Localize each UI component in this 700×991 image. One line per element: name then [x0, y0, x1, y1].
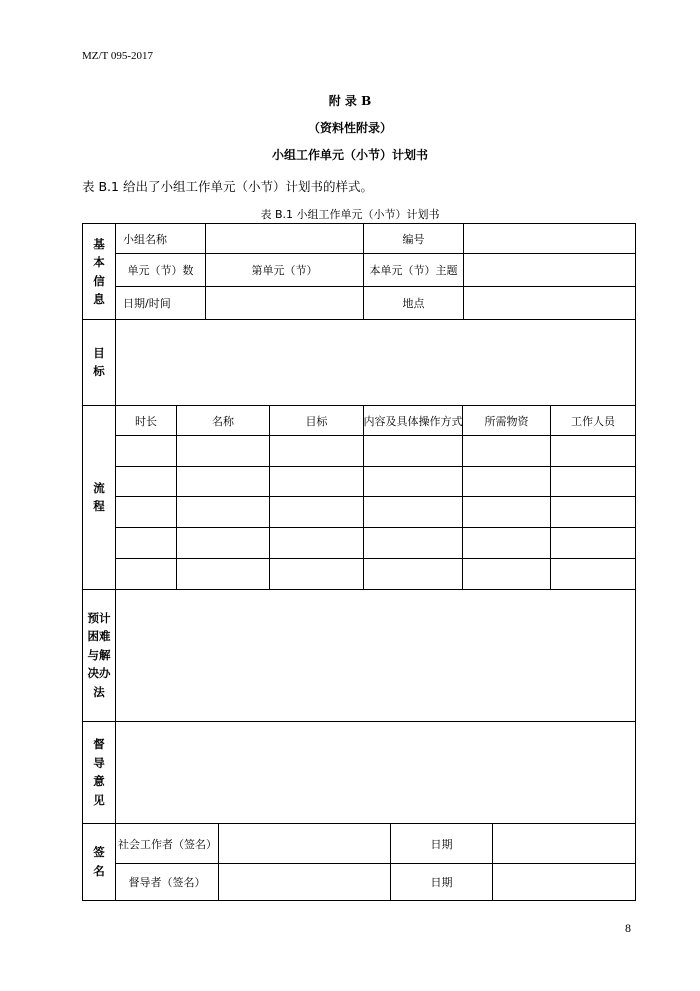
- label-char: 目: [93, 345, 105, 360]
- section-label-supervision: [83, 721, 115, 823]
- label-char: 与解: [87, 647, 111, 662]
- number-field[interactable]: [464, 224, 635, 253]
- unit-count-label: 单元（节）数: [127, 264, 194, 277]
- date2-field[interactable]: [493, 864, 635, 900]
- table-caption: 表 B.1 小组工作单元（小节）计划书: [260, 208, 440, 221]
- label-char: 信: [93, 273, 105, 288]
- process-header-materials: 所需物资: [484, 414, 529, 428]
- number-label: 编号: [402, 232, 425, 246]
- date1-label: 日期: [430, 837, 453, 851]
- process-header-duration: 时长: [135, 414, 157, 428]
- supervisor-sign-label: 督导者（签名）: [128, 876, 206, 889]
- date-time-field[interactable]: [206, 287, 363, 319]
- date1-field[interactable]: [493, 824, 635, 863]
- unit-no-label[interactable]: 第单元（节）: [251, 264, 318, 277]
- unit-theme-field[interactable]: [464, 254, 635, 286]
- intro-paragraph: 表 B.1 给出了小组工作单元（小节）计划书的样式。: [82, 179, 373, 194]
- place-field[interactable]: [464, 287, 635, 319]
- row-divider: [115, 435, 635, 436]
- goal-field[interactable]: [116, 320, 635, 405]
- label-char: 导: [93, 755, 105, 770]
- row-divider: [115, 527, 635, 528]
- standard-number: MZ/T 095-2017: [82, 50, 153, 62]
- label-char: 预计: [87, 610, 111, 625]
- date-time-label: 日期/时间: [123, 297, 171, 310]
- label-char: 名: [93, 863, 105, 878]
- section-label-process: [83, 405, 115, 589]
- label-char: 决办: [87, 666, 111, 681]
- label-char: 签: [93, 845, 105, 859]
- plan-form-table: [82, 223, 636, 901]
- label-char: 意: [93, 774, 105, 788]
- appendix-name: 小组工作单元（小节）计划书: [271, 148, 428, 162]
- difficulty-field[interactable]: [116, 590, 635, 721]
- label-char: 本: [93, 255, 105, 269]
- label-char: 基: [93, 236, 105, 251]
- group-name-field[interactable]: [206, 224, 363, 253]
- label-char: 督: [93, 737, 105, 751]
- appendix-type: （资料性附录）: [307, 121, 392, 135]
- section-label-goal: [83, 319, 115, 405]
- row-divider: [115, 558, 635, 559]
- row-divider: [115, 466, 635, 467]
- label-char: 见: [93, 792, 105, 807]
- label-char: 标: [93, 364, 105, 378]
- place-label: 地点: [402, 297, 425, 310]
- label-char: 息: [93, 292, 105, 306]
- row-divider: [115, 496, 635, 497]
- process-header-staff: 工作人员: [571, 414, 615, 428]
- label-char: 困难: [87, 629, 111, 644]
- section-label-difficulty: [83, 589, 115, 721]
- date2-label: 日期: [430, 876, 453, 889]
- label-char: 流: [93, 480, 105, 495]
- process-header-goal: 目标: [305, 414, 328, 428]
- supervision-field[interactable]: [116, 722, 635, 823]
- section-label-basic-info: [83, 224, 115, 319]
- social-worker-sign-field[interactable]: [219, 824, 390, 863]
- section-label-signature: [83, 823, 115, 900]
- unit-theme-label: 本单元（节）主题: [369, 264, 458, 277]
- group-name-label: 小组名称: [123, 232, 167, 246]
- page-number: 8: [625, 921, 631, 935]
- process-header-name: 名称: [212, 414, 234, 428]
- appendix-title: 附 录 B: [328, 94, 372, 108]
- label-char: 法: [93, 684, 105, 699]
- supervisor-sign-field[interactable]: [219, 864, 390, 900]
- process-header-content: 内容及具体操作方式: [363, 414, 463, 428]
- label-char: 程: [93, 499, 105, 513]
- social-worker-sign-label: 社会工作者（签名）: [118, 837, 217, 851]
